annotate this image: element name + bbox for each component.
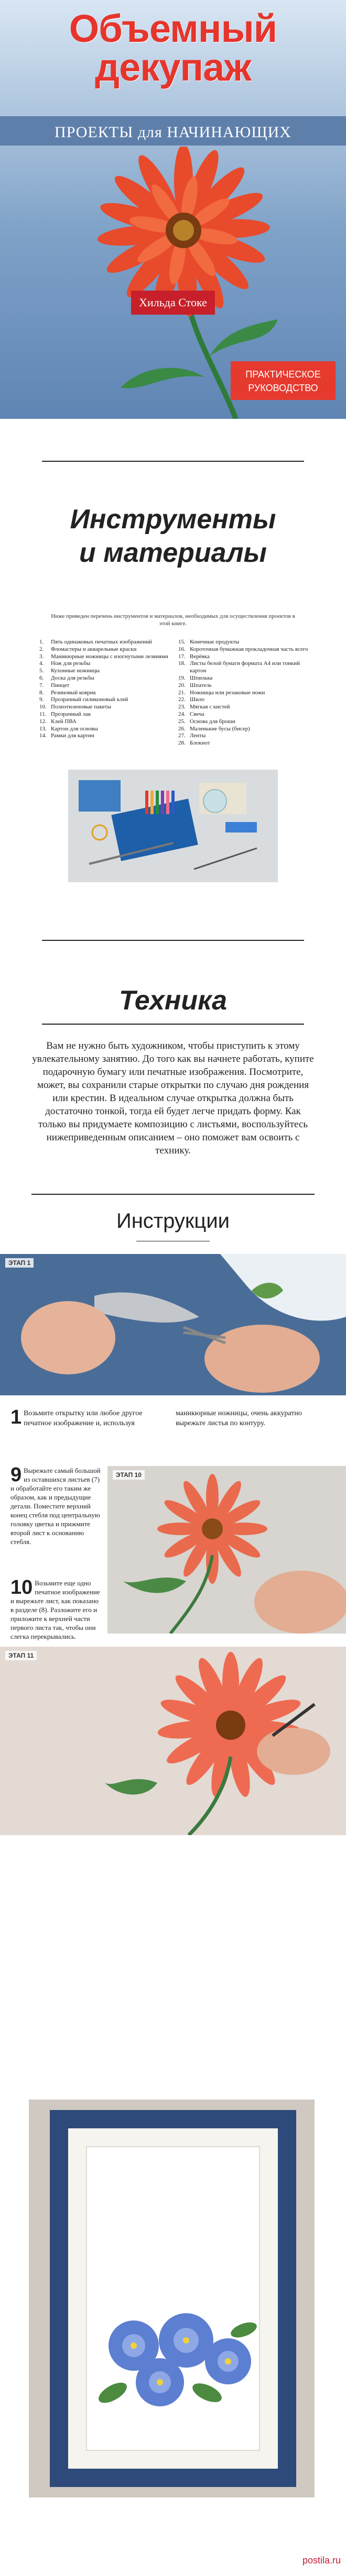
tools-title-line2: и материалы bbox=[79, 538, 267, 568]
tools-list-item-text: Фломастеры и акварельные краски bbox=[51, 646, 137, 652]
tools-list-item bbox=[39, 682, 170, 690]
tools-list-item-text: Пять одинаковых печатных изображений bbox=[51, 639, 152, 645]
tools-list-item-text: Прозрачный силиконовый клей bbox=[51, 696, 128, 703]
tools-list-item-number: 11. bbox=[39, 710, 47, 717]
tools-list-item bbox=[178, 704, 309, 711]
tools-list-item-number: 7. bbox=[39, 682, 44, 689]
step9-text-content: Вырежьте самый большой из оставшихся листьев (7) и обработайте его таким же образом, как и предыдущие детали. Поместите верхний конец стебля под центральную головку цветка и прижмите второй лист к основанию стебля. bbox=[10, 1467, 101, 1546]
cover-badge-line2: РУКОВОДСТВО bbox=[248, 383, 318, 393]
tools-list-item-text: Верёвка bbox=[190, 653, 210, 660]
tools-list-item-text: Короточная бумажная прокладочная часть всего bbox=[190, 646, 308, 652]
tools-list-item-text: Кухонные ножницы bbox=[51, 668, 100, 674]
tools-list-item bbox=[178, 718, 309, 726]
tools-list-item-number: 26. bbox=[178, 725, 186, 732]
tools-list-item-number: 15. bbox=[178, 639, 186, 645]
cover-title bbox=[0, 9, 346, 87]
step10-text bbox=[10, 1576, 102, 1641]
cover-badge bbox=[231, 361, 336, 400]
tools-list-item-number: 1. bbox=[39, 639, 44, 645]
step1-tag: ЭТАП 1 bbox=[5, 1258, 34, 1268]
tools-list-item-number: 12. bbox=[39, 718, 47, 725]
tools-list-item-text: Прозрачный лак bbox=[51, 710, 91, 717]
tools-list-item-number: 13. bbox=[39, 725, 47, 732]
cover-title-line2: декупаж bbox=[95, 46, 251, 89]
step11-photo-illustration bbox=[0, 1647, 346, 1835]
tools-title-line1: Инструменты bbox=[70, 504, 276, 535]
tools-list-item-number: 10. bbox=[39, 704, 47, 710]
tools-list-item-text: Ленты bbox=[190, 732, 206, 739]
tools-list-item-number: 16. bbox=[178, 646, 186, 652]
tools-list-item bbox=[39, 732, 170, 740]
tools-list-item-text: Листы белой бумаги формата А4 или тонкий картон bbox=[190, 660, 300, 674]
watermark-text: postila.ru bbox=[302, 2555, 341, 2566]
tools-list-item bbox=[178, 639, 309, 646]
tools-list-item-text: Картон для основы bbox=[51, 725, 98, 732]
tools-list-item-text: Доска для резьбы bbox=[51, 674, 94, 681]
step1-photo-illustration bbox=[0, 1254, 346, 1395]
tools-list-item-number: 14. bbox=[39, 732, 47, 739]
tools-list-item bbox=[178, 711, 309, 718]
step10-tag: ЭТАП 10 bbox=[113, 1470, 145, 1480]
cover-title-line1: Объемный bbox=[69, 7, 277, 50]
tools-list-item bbox=[39, 696, 170, 704]
step10-photo-illustration bbox=[107, 1466, 346, 1634]
tools-list-item-text: Блокнот bbox=[190, 740, 210, 747]
tools-list-item bbox=[39, 704, 170, 711]
instructions-title: Инструкции bbox=[116, 1209, 230, 1233]
tools-list-right bbox=[178, 639, 309, 747]
tools-list-item-number: 3. bbox=[39, 653, 44, 660]
tools-list-item-text: Конечные продукты bbox=[190, 639, 240, 645]
tools-list-item bbox=[39, 675, 170, 682]
tools-list-item-number: 5. bbox=[39, 668, 44, 674]
tools-list-item bbox=[178, 682, 309, 690]
tools-list-item-text: Свеча bbox=[190, 710, 204, 717]
tools-list-item bbox=[39, 726, 170, 733]
step10-photo bbox=[107, 1466, 346, 1634]
tools-list-item bbox=[39, 668, 170, 675]
tools-list-item-text: Шпилька bbox=[190, 674, 213, 681]
tools-list-item-text: Рамки для картин bbox=[51, 732, 94, 739]
tools-list-item-number: 23. bbox=[178, 704, 186, 710]
tools-list-item-number: 21. bbox=[178, 689, 186, 696]
framed-artwork-illustration bbox=[29, 2100, 315, 2497]
tools-list-left bbox=[39, 639, 170, 740]
tools-list-item-number: 27. bbox=[178, 732, 186, 739]
tools-list-item-number: 4. bbox=[39, 660, 44, 667]
tools-list-item-text: Мягкая с кистей bbox=[190, 704, 230, 710]
tools-list-item-text: Шило bbox=[190, 696, 204, 703]
tools-photo bbox=[68, 770, 278, 882]
step10-text-content: Возьмите еще одно печатное изображение и вырежьте лист, как показано в разделе (8). Разложите его и приложите к верхней части первого листа так, чтобы они слегка перекрывались. bbox=[10, 1579, 100, 1640]
tools-list-item-number: 17. bbox=[178, 653, 186, 660]
tools-photo-illustration bbox=[68, 770, 278, 882]
cover-subtitle: ПРОЕКТЫ для НАЧИНАЮЩИХ bbox=[55, 124, 291, 141]
tools-list-item-text: Полиэтиленовые пакеты bbox=[51, 704, 111, 710]
tools-list-item-text: Нож для резьбы bbox=[51, 660, 91, 667]
tools-list-item bbox=[39, 653, 170, 661]
step11-photo bbox=[0, 1647, 346, 1835]
tools-list-item-text: Маникюрные ножницы с изогнутыми лезвиями bbox=[51, 653, 168, 660]
tools-title bbox=[0, 503, 346, 570]
tools-list-item bbox=[178, 690, 309, 697]
watermark bbox=[273, 2555, 341, 2566]
tools-list-item-number: 25. bbox=[178, 718, 186, 725]
tools-list-item bbox=[39, 711, 170, 718]
tools-list-item bbox=[39, 646, 170, 653]
technique-text: Вам не нужно быть художником, чтобы приступить к этому увлекательному занятию. До того как вы начнете работать, купите подарочную бумагу или печатные изображения. Посмотрите, может, вы сохранили старые открытки по случаю дня рождения или крестин. В идеальном случае открытка должна быть достаточно тонкой, тогда ей будет легче придать форму. Как только вы придумаете композицию с листьями, воспользуйтесь нижеприведенным описанием – оно поможет вам освоить с технику. bbox=[32, 1040, 314, 1156]
framed-artwork-photo bbox=[29, 2100, 315, 2497]
step1-text-left bbox=[10, 1408, 163, 1428]
tools-list-item bbox=[39, 660, 170, 668]
tools-list-item bbox=[178, 732, 309, 740]
tools-list-item-number: 8. bbox=[39, 689, 44, 696]
tools-list-item-number: 22. bbox=[178, 696, 186, 703]
tools-list-item bbox=[178, 653, 309, 661]
tools-list-item bbox=[39, 690, 170, 697]
tools-list-item-text: Ножницы или резаковые ножи bbox=[190, 689, 265, 696]
tools-list-item-number: 19. bbox=[178, 674, 186, 681]
tools-list-item-text: Шпатель bbox=[190, 682, 212, 689]
tools-list-item-number: 9. bbox=[39, 696, 44, 703]
divider bbox=[42, 461, 304, 462]
step1-text-right: маникюрные ножницы, очень аккуратно вырежьте листья по контуру. bbox=[176, 1409, 302, 1427]
tools-list-item-number: 2. bbox=[39, 646, 44, 652]
divider bbox=[31, 1194, 315, 1195]
book-cover bbox=[0, 0, 346, 419]
tools-list-item-text: Резиновый коврик bbox=[51, 689, 96, 696]
divider bbox=[42, 1024, 304, 1025]
tools-list-item bbox=[178, 660, 309, 675]
tools-list-item bbox=[178, 740, 309, 747]
tools-list-item bbox=[178, 675, 309, 682]
step10-number: 10 bbox=[10, 1576, 33, 1598]
step11-tag: ЭТАП 11 bbox=[5, 1651, 37, 1660]
tools-list-item bbox=[39, 639, 170, 646]
tools-intro: Ниже приведен перечень инструментов и материалов, необходимых для осуществления проектов в этой книге. bbox=[51, 613, 295, 627]
tools-list-item-text: Основа для броши bbox=[190, 718, 235, 725]
technique-title: Техника bbox=[118, 985, 228, 1016]
cover-author: Хильда Стоке bbox=[131, 291, 215, 315]
step1-text-left-content: Возьмите открытку или любое другое печатное изображение и, используя bbox=[24, 1409, 143, 1427]
tools-list-item-number: 18. bbox=[178, 660, 186, 667]
cover-badge-line1: ПРАКТИЧЕСКОЕ bbox=[245, 369, 321, 380]
tools-list-item-text: Клей ПВА bbox=[51, 718, 77, 725]
tools-list-item-text: Пинцет bbox=[51, 682, 70, 689]
tools-list-item-number: 24. bbox=[178, 710, 186, 717]
tools-list-item bbox=[39, 718, 170, 726]
divider bbox=[42, 940, 304, 941]
step1-photo bbox=[0, 1254, 346, 1395]
step1-number: 1 bbox=[10, 1406, 22, 1428]
tools-list-item-text: Маленькие бусы (бисер) bbox=[190, 725, 250, 732]
tools-list-item-number: 20. bbox=[178, 682, 186, 689]
tools-list-item-number: 28. bbox=[178, 740, 186, 747]
step9-number: 9 bbox=[10, 1464, 22, 1486]
tools-list-item bbox=[178, 726, 309, 733]
tools-list-item bbox=[178, 696, 309, 704]
tools-list-item-number: 6. bbox=[39, 674, 44, 681]
step9-text bbox=[10, 1466, 102, 1546]
tools-list-item bbox=[178, 646, 309, 653]
